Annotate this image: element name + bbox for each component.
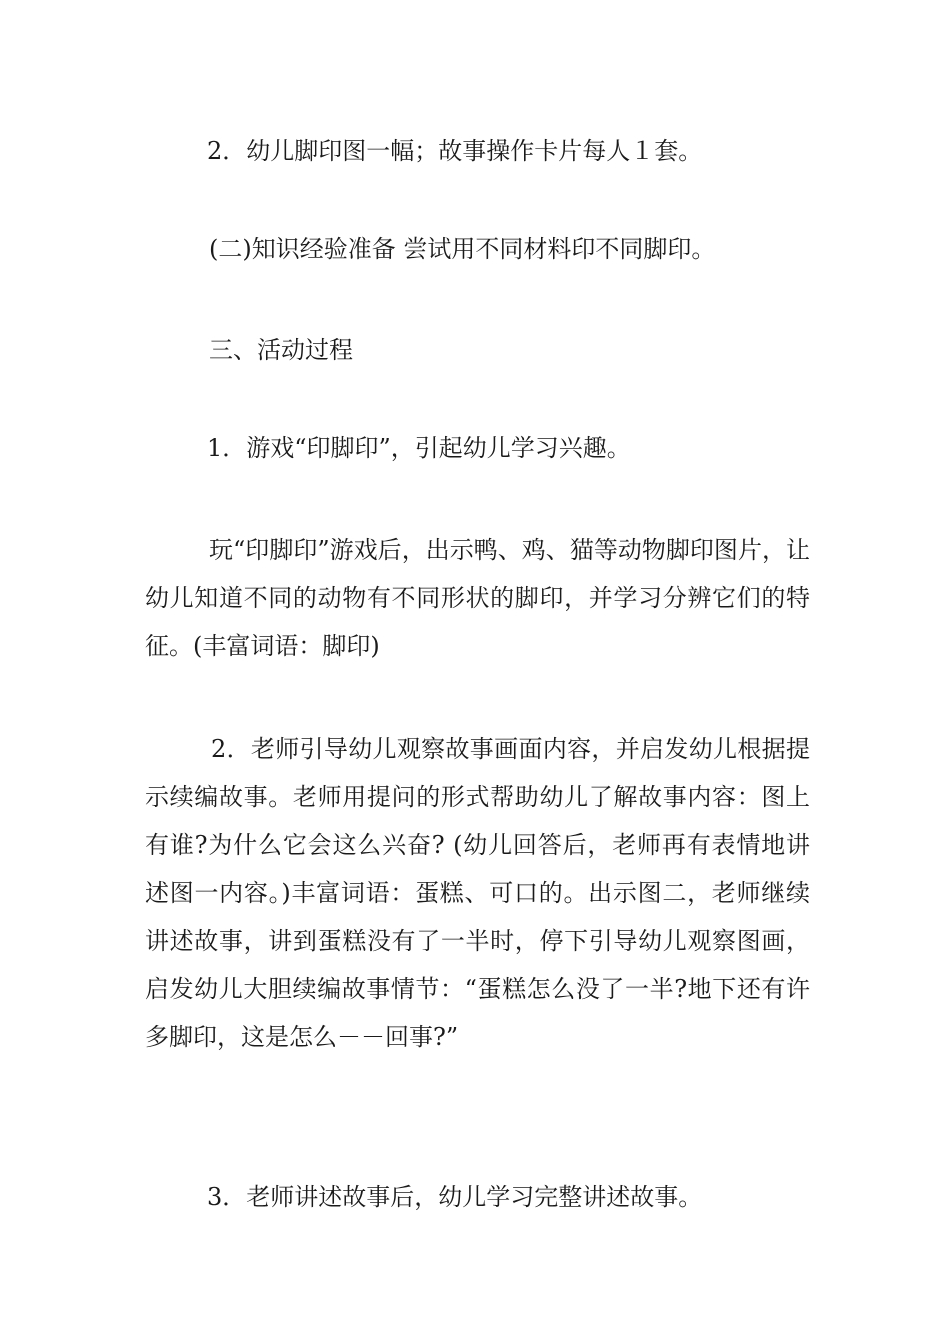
knowledge-prep-line: (二)知识经验准备 尝试用不同材料印不同脚印。	[209, 235, 716, 263]
section-heading-activity-process: 三、活动过程	[209, 336, 353, 364]
step-3-line: 3．老师讲述故事后，幼儿学习完整讲述故事。	[207, 1183, 703, 1211]
step-1-heading: 1．游戏“印脚印”，引起幼儿学习兴趣。	[207, 434, 631, 462]
step-1-paragraph: 玩“印脚印”游戏后，出示鸭、鸡、猫等动物脚印图片，让幼儿知道不同的动物有不同形状的脚印，并学习分辨它们的特征。(丰富词语：脚印)	[145, 536, 810, 660]
materials-line: 2．幼儿脚印图一幅；故事操作卡片每人１套。	[207, 137, 703, 165]
step-2-paragraph: 2．老师引导幼儿观察故事画面内容，并启发幼儿根据提示续编故事。老师用提问的形式帮助幼儿了解故事内容：图上有谁?为什么它会这么兴奋? (幼儿回答后，老师再有表情地讲述图一内容。)丰富词语：蛋糕、可口的。出示图二，老师继续讲述故事，讲到蛋糕没有了一半时，停下引导幼儿观察图画，启发幼儿大胆续编故事情节：“蛋糕怎么没了一半?地下还有许多脚印，这是怎么－－回事?”	[145, 735, 810, 1051]
